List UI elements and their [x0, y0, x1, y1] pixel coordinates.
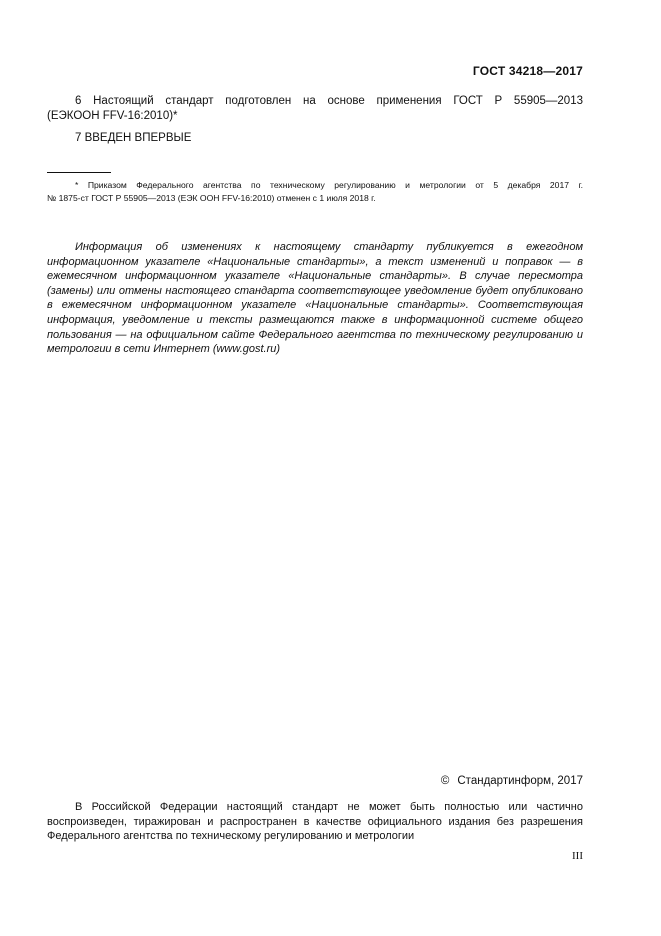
copyright-line: [441, 775, 583, 787]
footnote-line-1: * Приказом Федерального агентства по техническому регулированию и метрологии от 5 декабря 2017 г.: [75, 180, 583, 190]
footnote-divider: [47, 172, 111, 173]
copyright-symbol: ©: [440, 775, 450, 787]
reproduction-rights-notice: В Российской Федерации настоящий стандарт не может быть полностью или частично воспроизведен, тиражирован и распространен в качестве официального издания без разрешения Федерального агентства по техническому регулированию и метрологии: [47, 801, 583, 843]
page-number: III: [572, 850, 583, 862]
section-item-7: 7 ВВЕДЕН ВПЕРВЫЕ: [75, 132, 192, 144]
item-6-line-2: (ЕЭКООН FFV-16:2010)*: [47, 109, 178, 122]
section-item-6: [47, 94, 583, 123]
amendments-info-notice: Информация об изменениях к настоящему стандарту публикуется в ежегодном информационном указателе «Национальные стандарты», а текст изменений и поправок — в ежемесячном информационном указателе «Национальные стандарты». В случае пересмотра (замены) или отмены настоящего стандарта соответствующее уведомление будет опубликовано в ежемесячном информационном указателе «Национальные стандарты». Соответствующая информация, уведомление и тексты размещаются также в информационной системе общего пользования — на официальном сайте Федерального агентства по техническому регулированию и метрологии в сети Интернет (www.gost.ru): [47, 241, 583, 356]
document-code: ГОСТ 34218—2017: [472, 64, 583, 78]
item-6-line-1: 6 Настоящий стандарт подготовлен на основе применения ГОСТ Р 55905—2013: [75, 95, 583, 107]
copyright-text: Стандартинформ, 2017: [457, 775, 583, 787]
footnote: [47, 179, 583, 205]
footnote-line-2: № 1875-ст ГОСТ Р 55905—2013 (ЕЭК ООН FFV-16:2010) отменен с 1 июля 2018 г.: [47, 193, 376, 203]
